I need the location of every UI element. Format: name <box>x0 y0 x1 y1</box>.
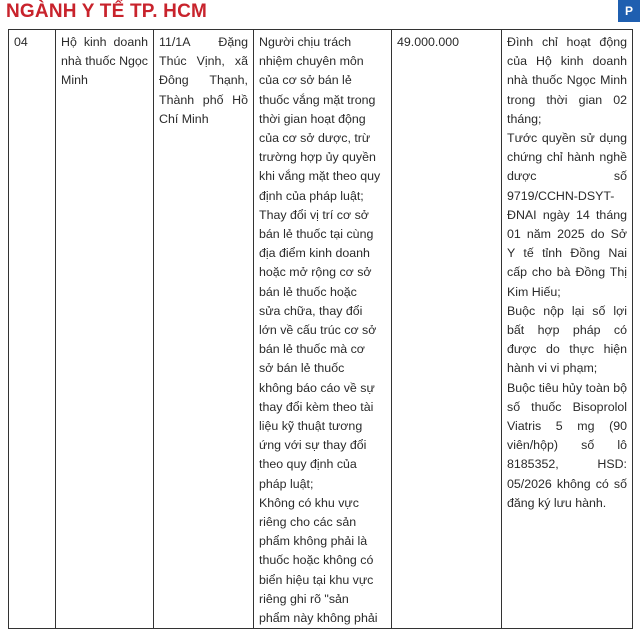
header-bar <box>0 0 640 24</box>
violation-line: địa điểm kinh doanh <box>259 246 370 261</box>
violation-line: biển hiệu tại khu vực <box>259 572 374 587</box>
fine-amount: 49.000.000 <box>392 30 502 629</box>
violation-line: định của pháp luật; <box>259 188 364 203</box>
violation-line: phẩm không phải là <box>259 534 368 549</box>
violation-line: ứng với sự thay đổi <box>259 438 367 453</box>
violation-line: thời gian hoạt động <box>259 111 366 126</box>
violation-line: khi vắng mặt theo quy <box>259 169 381 184</box>
corner-badge[interactable]: P <box>618 0 640 22</box>
penalty-table <box>8 29 633 629</box>
violation-cell <box>254 30 392 629</box>
violation-line: Không có khu vực <box>259 495 359 510</box>
violation-line: lớn về cấu trúc cơ sở <box>259 323 377 338</box>
violation-line: liệu kỹ thuật tương <box>259 419 363 434</box>
violation-line: Người chịu trách <box>259 35 352 49</box>
table-row <box>9 30 633 629</box>
entity-cell <box>56 30 154 629</box>
violation-line: bán lẻ thuốc hoặc <box>259 284 357 299</box>
violation-line: theo quy định của <box>259 457 357 472</box>
violation-line: bán lẻ thuốc mà cơ <box>259 342 365 357</box>
violation-line: sửa chữa, thay đổi <box>259 303 363 318</box>
address-cell <box>154 30 254 629</box>
violation-line: thuốc vắng mặt trong <box>259 92 376 107</box>
violation-line: của cơ sở dược, trừ <box>259 131 371 146</box>
penalty-table-wrapper <box>0 24 640 626</box>
violation-line: Thay đổi vị trí cơ sở <box>259 207 369 222</box>
penalty-cell <box>502 30 633 629</box>
entity-name: Hộ kinh doanh nhà thuốc Ngọc Minh <box>61 35 148 88</box>
penalty-item: Buộc tiêu hủy toàn bộ số thuốc Bisoprolol Viatris 5 mg (90 viên/hộp) số lô 8185352, HSD: 05/2026 không có số đăng ký lưu hành. <box>507 380 627 510</box>
violation-line: thuốc hoặc không có <box>259 553 374 568</box>
violation-line: nhiệm chuyên môn <box>259 54 364 69</box>
section-title: NGÀNH Y TẾ TP. HCM <box>6 1 208 22</box>
violation-line: thay đổi kèm theo tài <box>259 399 374 414</box>
violation-line: sở bán lẻ thuốc <box>259 361 345 376</box>
violation-line: phẩm này không phải <box>259 611 378 626</box>
penalty-item: Buộc nộp lại số lợi bất hợp pháp có được do thực hiện hành vi vi phạm; <box>507 303 627 376</box>
violation-line: riêng ghi rõ "sản <box>259 591 349 606</box>
violation-line: bán lẻ thuốc tại cùng <box>259 227 374 242</box>
violation-line: hoặc mở rộng cơ sở <box>259 265 372 280</box>
row-number: 04 <box>9 30 56 629</box>
violation-line: không báo cáo về sự <box>259 380 375 395</box>
violation-line: trường hợp ủy quyền <box>259 150 376 165</box>
penalty-item: Tước quyền sử dụng chứng chỉ hành nghề dược số 9719/CCHN-DSYT-ĐNAI ngày 14 tháng 01 năm 2025 do Sở Y tế tỉnh Đồng Nai cấp cho bà Đồng Thị Kim Hiếu; <box>507 131 627 299</box>
address-text: 11/1A Đặng Thúc Vịnh, xã Đông Thạnh, Thành phố Hồ Chí Minh <box>159 35 248 126</box>
violation-line: pháp luật; <box>259 476 314 491</box>
violation-line: riêng cho các sản <box>259 515 357 530</box>
violation-line: của cơ sở bán lẻ <box>259 73 352 88</box>
penalty-item: Đình chỉ hoạt động của Hộ kinh doanh nhà thuốc Ngọc Minh trong thời gian 02 tháng; <box>507 35 627 126</box>
